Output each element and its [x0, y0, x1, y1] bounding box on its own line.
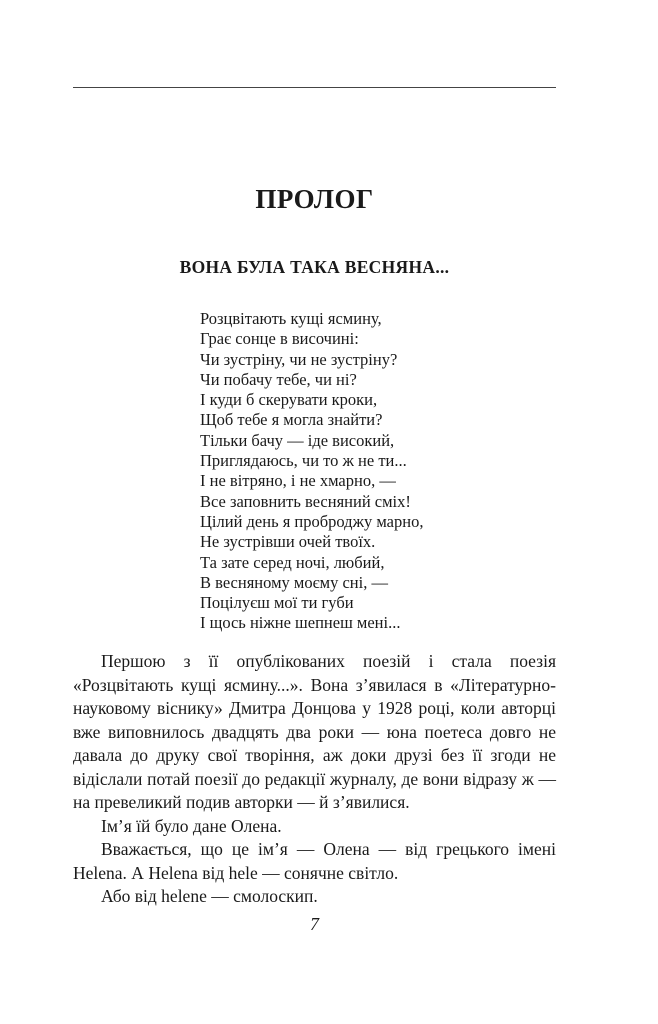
poem-line: Приглядаюсь, чи то ж не ти...	[200, 451, 407, 471]
poem-line: Розцвітають кущі ясмину,	[200, 309, 382, 328]
poem-line: Грає сонце в височині:	[200, 329, 359, 349]
poem-line: Все заповнить весняний сміх!	[200, 491, 411, 511]
poem-line: В весняному моєму сні, —	[200, 572, 388, 592]
poem-line: І щось ніжне шепнеш мені...	[200, 613, 401, 633]
poem-line: Чи зустріну, чи не зустріну?	[200, 349, 398, 369]
poem-line: Чи побачу тебе, чи ні?	[200, 369, 357, 389]
chapter-title: ПРОЛОГ	[255, 184, 374, 214]
poem-line: Та зате серед ночі, любий,	[200, 552, 385, 572]
poem-line: І куди б скерувати кроки,	[200, 390, 378, 410]
poem	[200, 309, 423, 634]
poem-line: І не вітряно, і не хмарно, —	[200, 471, 396, 491]
poem-line: Щоб тебе я могла знайти?	[200, 410, 383, 430]
poem-line: Не зустрівши очей твоїх.	[200, 532, 376, 552]
paragraph: Ім’я їй було дане Олена.	[101, 815, 282, 836]
poem-line: Поцілуєш мої ти губи	[200, 593, 354, 613]
poem-line: Тільки бачу — іде високий,	[200, 430, 395, 450]
poem-line: Цілий день я проброджу марно,	[200, 511, 424, 531]
paragraph: Або від helene — смолоскип.	[101, 886, 318, 906]
page-number: 7	[310, 914, 319, 934]
header-rule	[73, 87, 556, 88]
paragraph: Першою з її опублікованих поезій і стала поезія «Розцвітають кущі ясмину...». Вона з’явилася в «Літературно-науковому віснику» Дмитра Донцова у 1928 році, коли авторці вже виповнилось двадцять два роки — юна поетеса довго не давала до друку свої творіння, аж доки друзі без її згоди не відіслали потай поезії до редакції журналу, де вони відразу ж — на превеликий подив авторки — й з’явилися.	[73, 651, 556, 812]
section-title: ВОНА БУЛА ТАКА ВЕСНЯНА...	[179, 257, 450, 277]
paragraph: Вважається, що це ім’я — Олена — від грецького імені Helena. А Helena від hele — сонячне світло.	[73, 839, 556, 883]
body-text	[73, 650, 556, 909]
